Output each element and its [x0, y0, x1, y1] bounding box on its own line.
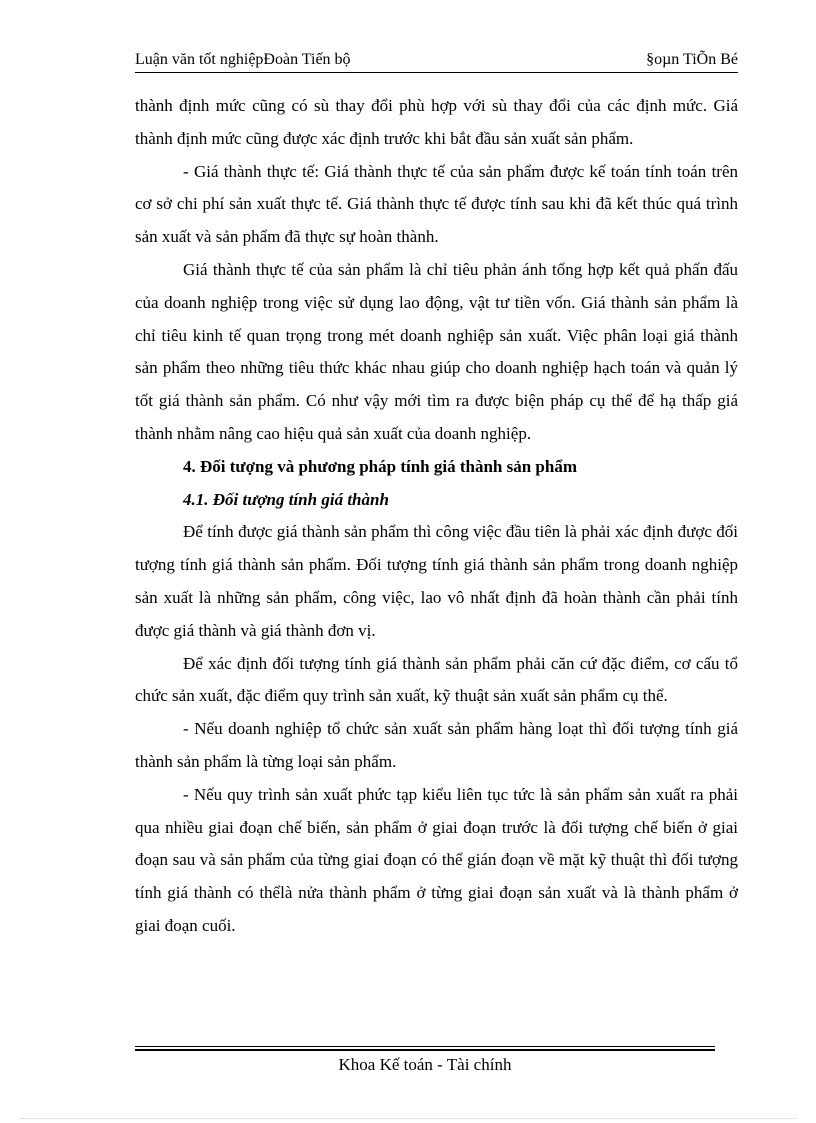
- body-text: [135, 90, 738, 943]
- paragraph: - Nếu doanh nghiệp tổ chức sản xuất sản phẩm hàng loạt thì đối tượng tính giá thành sản phẩm là từng loại sản phẩm.: [135, 719, 738, 771]
- header-right-text: §oµn TiÕn Bé: [646, 51, 738, 68]
- paragraph: thành định mức cũng có sù thay đổi phù hợp với sù thay đổi của các định mức. Giá thành định mức cũng được xác định trước khi bắt đầu sản xuất sản phẩm.: [135, 96, 738, 148]
- footer-divider-thin: [135, 1046, 715, 1047]
- header-divider: [135, 72, 738, 73]
- paragraph: - Nếu quy trình sản xuất phức tạp kiểu liên tục tức là sản phẩm sản xuất ra phải qua nhiều giai đoạn chế biến, sản phẩm ở giai đoạn trước là đối tượng chế biến ở giai đoạn sau và sản phẩm của từng giai đoạn có thể gián đoạn về mặt kỹ thuật thì đối tượng tính giá thành có thểlà nửa thành phẩm ở từng giai đoạn sản xuất và là thành phẩm ở giai đoạn cuối.: [135, 784, 738, 935]
- paragraph: Để tính được giá thành sản phẩm thì công việc đầu tiên là phải xác định được đối tượng tính giá thành sản phẩm. Đối tượng tính giá thành sản phẩm trong doanh nghiệp sản xuất là những sản phẩm, công việc, lao vô nhất định đã hoàn thành cần phải tính được giá thành và giá thành đơn vị.: [135, 522, 738, 640]
- page-boundary: [20, 1118, 796, 1119]
- paragraph: Để xác định đối tượng tính giá thành sản phẩm phải căn cứ đặc điểm, cơ cấu tổ chức sản xuất, đặc điểm quy trình sản xuất, kỹ thuật sản xuất sản phẩm cụ thể.: [135, 653, 738, 706]
- running-header: [135, 48, 738, 72]
- paragraph: - Giá thành thực tế: Giá thành thực tế của sản phẩm được kế toán tính toán trên cơ sở chi phí sản xuất thực tế. Giá thành thực tế được tính sau khi đã kết thúc quá trình sản xuất và sản phẩm đã thực sự hoàn thành.: [135, 161, 738, 247]
- header-left-text: Luận văn tốt nghiệpĐoàn Tiến bộ: [135, 51, 351, 68]
- subsection-heading: 4.1. Đối tượng tính giá thành: [183, 489, 389, 509]
- paragraph: Giá thành thực tế của sản phẩm là chỉ tiêu phản ánh tổng hợp kết quả phấn đấu của doanh nghiệp trong việc sử dụng lao động, vật tư tiền vốn. Giá thành sản phẩm là chỉ tiêu kinh tế quan trọng trong mét doanh nghiệp sản xuất. Việc phân loại giá thành sản phẩm theo những tiêu thức khác nhau giúp cho doanh nghiệp hạch toán và quản lý tốt giá thành sản phẩm. Có như vậy mới tìm ra được biện pháp cụ thể để hạ thấp giá thành nhằm nâng cao hiệu quả sản xuất của doanh nghiệp.: [135, 259, 738, 443]
- footer-divider-thick: [135, 1049, 715, 1051]
- section-heading: 4. Đối tượng và phương pháp tính giá thành sản phẩm: [183, 456, 578, 476]
- running-footer: Khoa Kế toán - Tài chính: [338, 1055, 512, 1074]
